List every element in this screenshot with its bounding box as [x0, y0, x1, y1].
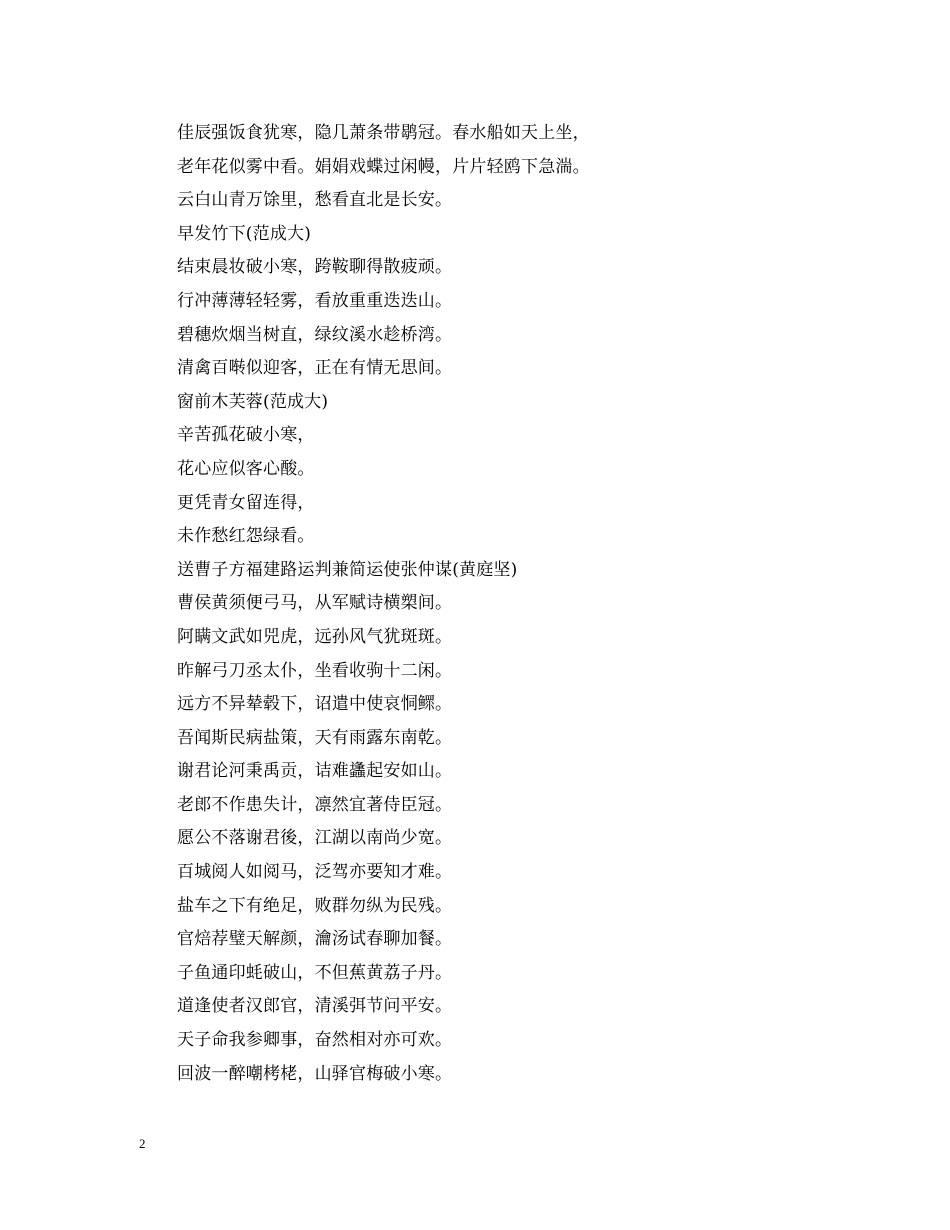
text-line: 回波一醉嘲栲栳，山驿官梅破小寒。 [177, 1063, 453, 1084]
text-line: 昨解弓刀丞太仆，坐看收驹十二闲。 [177, 660, 453, 681]
text-line: 官焙荐璧天解颜，瀹汤试春聊加餐。 [177, 929, 453, 950]
poem-title: 早发竹下(范成大) [177, 223, 312, 244]
text-line: 愿公不落谢君後，江湖以南尚少宽。 [177, 828, 453, 849]
text-line: 花心应似客心酸。 [177, 458, 315, 479]
text-line: 远方不异辇毂下，诏遣中使哀恫鳏。 [177, 694, 453, 715]
text-line: 百城阅人如阅马，泛驾亦要知才难。 [177, 862, 453, 883]
text-line: 行冲薄薄轻轻雾，看放重重迭迭山。 [177, 290, 453, 311]
text-line: 云白山青万馀里，愁看直北是长安。 [177, 190, 453, 211]
text-line: 子鱼通印蚝破山，不但蕉黄荔子丹。 [177, 962, 453, 983]
text-line: 结束晨妆破小寒，跨鞍聊得散疲顽。 [177, 257, 453, 278]
poem-title: 送曹子方福建路运判兼简运使张仲谋(黄庭坚) [177, 559, 518, 580]
text-line: 佳辰强饭食犹寒，隐几萧条带鹖冠。春水船如天上坐， [177, 123, 590, 143]
document-body [177, 117, 897, 1091]
text-line: 未作愁红怨绿看。 [177, 526, 315, 547]
text-line: 天子命我参卿事，奋然相对亦可欢。 [177, 1030, 453, 1051]
text-line: 曹侯黄须便弓马，从军赋诗横槊间。 [177, 593, 453, 614]
text-line: 更凭青女留连得， [177, 492, 315, 513]
text-line: 道逢使者汉郎官，清溪弭节问平安。 [177, 996, 453, 1017]
text-line: 碧穗炊烟当树直，绿纹溪水趁桥湾。 [177, 324, 453, 345]
text-line: 谢君论河秉禹贡，诘难蠭起安如山。 [177, 761, 453, 782]
text-line: 老郎不作患失计，凛然宜著侍臣冠。 [177, 794, 453, 815]
text-line: 老年花似雾中看。娟娟戏蝶过闲幔，片片轻鸥下急湍。 [177, 156, 590, 177]
text-line: 辛苦孤花破小寒， [177, 425, 315, 446]
poem-title: 窗前木芙蓉(范成大) [177, 391, 329, 412]
text-line: 阿瞒文武如兕虎，远孙风气犹斑斑。 [177, 626, 453, 647]
text-line: 盐车之下有绝足，败群勿纵为民残。 [177, 895, 453, 916]
page-number: 2 [139, 1136, 146, 1151]
text-line: 吾闻斯民病盐策，天有雨露东南乾。 [177, 727, 453, 748]
text-line: 清禽百啭似迎客，正在有情无思间。 [177, 358, 453, 379]
